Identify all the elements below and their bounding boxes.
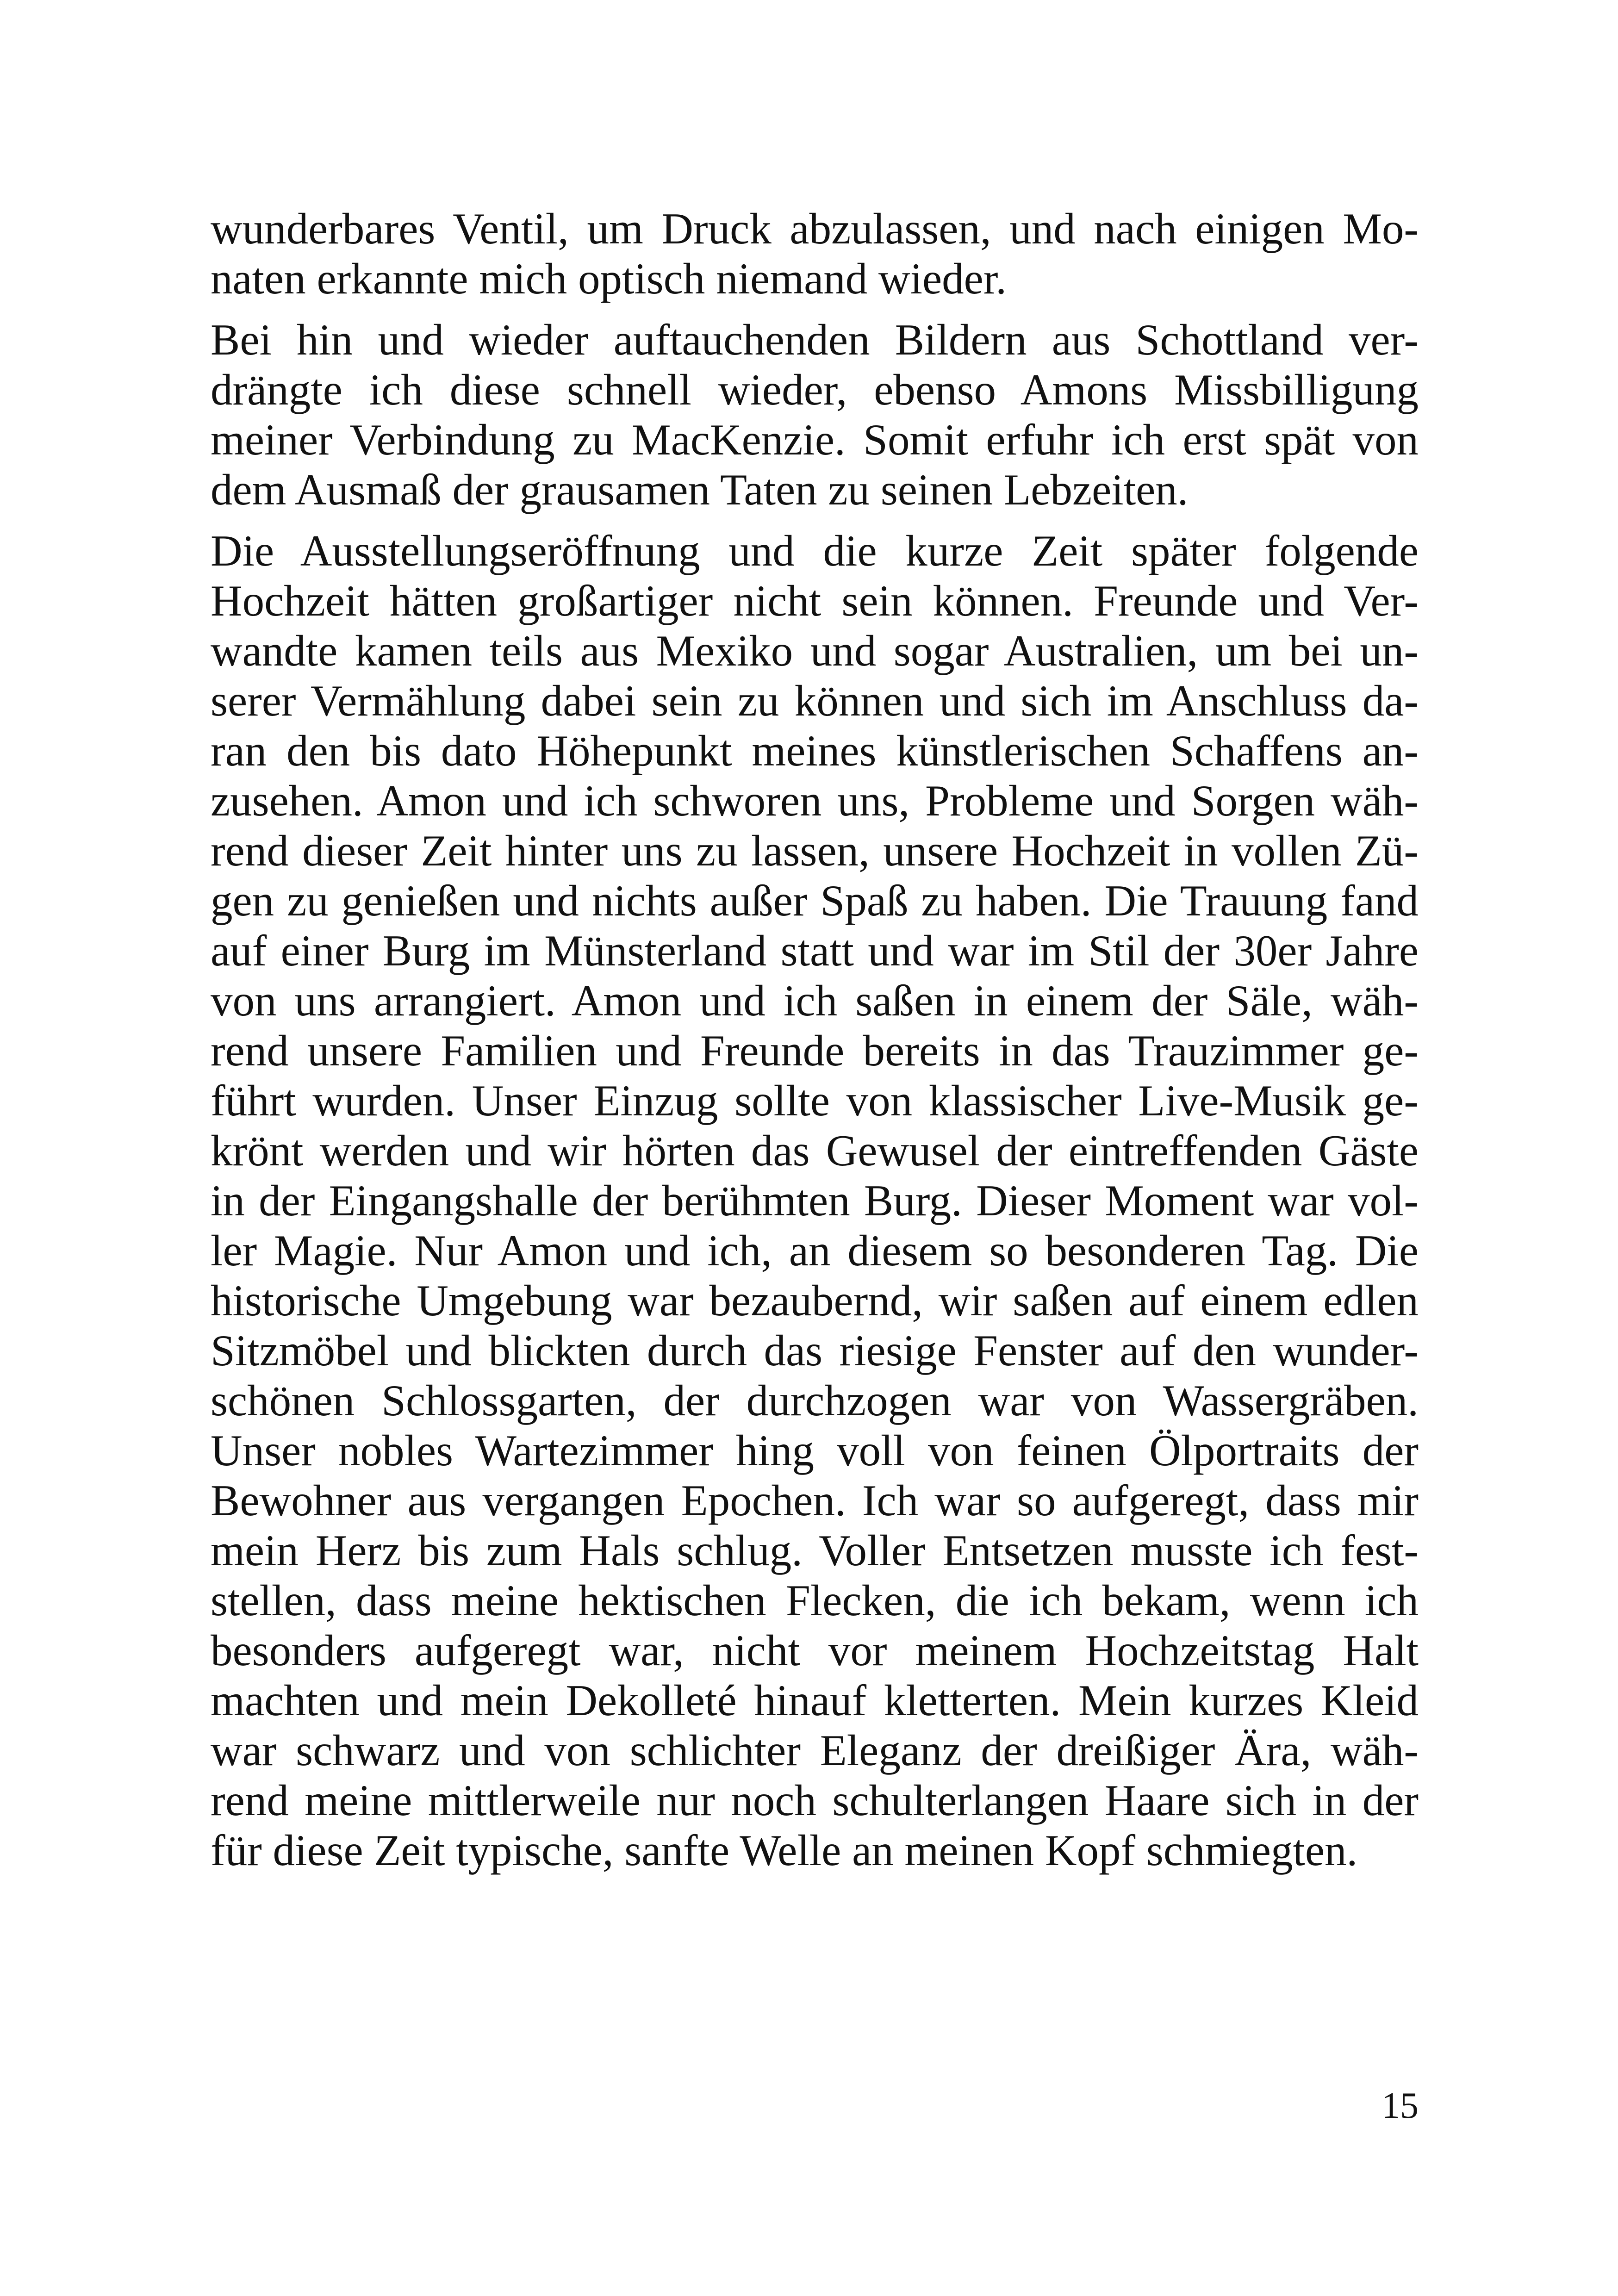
- text-line: auf einer Burg im Münsterland statt und war im Stil der 30er Jahre: [211, 926, 1419, 975]
- text-line: meiner Verbindung zu MacKenzie. Somit erfuhr ich erst spät von: [211, 415, 1419, 464]
- text-line: serer Vermählung dabei sein zu können und sich im Anschluss da-: [211, 676, 1419, 725]
- text-line: in der Eingangshalle der berühmten Burg. Dieser Moment war vol-: [211, 1176, 1419, 1225]
- text-line: von uns arrangiert. Amon und ich saßen in einem der Säle, wäh-: [211, 976, 1419, 1025]
- text-line: Bewohner aus vergangen Epochen. Ich war so aufgeregt, dass mir: [211, 1476, 1419, 1525]
- text-line: naten erkannte mich optisch niemand wieder.: [211, 254, 1007, 303]
- paragraph-2: [211, 315, 1419, 515]
- text-line: war schwarz und von schlichter Eleganz der dreißiger Ära, wäh-: [211, 1726, 1419, 1775]
- text-line: wandte kamen teils aus Mexiko und sogar Australien, um bei un-: [211, 626, 1419, 675]
- text-line: ran den bis dato Höhepunkt meines künstlerischen Schaffens an-: [211, 726, 1419, 775]
- page-number: 15: [1382, 2085, 1419, 2126]
- paragraph-3: [211, 526, 1419, 1875]
- paragraph-1: [211, 204, 1419, 304]
- text-line: mein Herz bis zum Hals schlug. Voller Entsetzen musste ich fest-: [211, 1526, 1419, 1575]
- text-line: rend meine mittlerweile nur noch schulterlangen Haare sich in der: [211, 1776, 1419, 1825]
- text-line: zusehen. Amon und ich schworen uns, Probleme und Sorgen wäh-: [211, 776, 1419, 825]
- text-line: stellen, dass meine hektischen Flecken, die ich bekam, wenn ich: [211, 1576, 1419, 1625]
- text-line: dem Ausmaß der grausamen Taten zu seinen Lebzeiten.: [211, 465, 1189, 514]
- text-line: wunderbares Ventil, um Druck abzulassen, und nach einigen Mo-: [211, 204, 1419, 253]
- text-line: Sitzmöbel und blickten durch das riesige Fenster auf den wunder-: [211, 1326, 1419, 1375]
- text-line: schönen Schlossgarten, der durchzogen war von Wassergräben.: [211, 1376, 1419, 1425]
- text-line: machten und mein Dekolleté hinauf kletterten. Mein kurzes Kleid: [211, 1676, 1419, 1725]
- text-line: ler Magie. Nur Amon und ich, an diesem so besonderen Tag. Die: [211, 1226, 1419, 1275]
- text-line: Die Ausstellungseröffnung und die kurze Zeit später folgende: [211, 526, 1419, 575]
- text-line: historische Umgebung war bezaubernd, wir saßen auf einem edlen: [211, 1276, 1419, 1325]
- text-line: Unser nobles Wartezimmer hing voll von feinen Ölportraits der: [211, 1426, 1419, 1475]
- text-line: Bei hin und wieder auftauchenden Bildern aus Schottland ver-: [211, 315, 1419, 364]
- text-line: gen zu genießen und nichts außer Spaß zu haben. Die Trauung fand: [211, 876, 1419, 925]
- text-line: Hochzeit hätten großartiger nicht sein können. Freunde und Ver-: [211, 576, 1419, 625]
- text-line: rend unsere Familien und Freunde bereits in das Trauzimmer ge-: [211, 1026, 1419, 1075]
- body-text: [211, 204, 1419, 1875]
- text-line: für diese Zeit typische, sanfte Welle an meinen Kopf schmiegten.: [211, 1826, 1358, 1875]
- text-line: besonders aufgeregt war, nicht vor meinem Hochzeitstag Halt: [211, 1626, 1419, 1675]
- text-line: krönt werden und wir hörten das Gewusel der eintreffenden Gäste: [211, 1126, 1419, 1175]
- text-line: drängte ich diese schnell wieder, ebenso Amons Missbilligung: [211, 365, 1419, 414]
- text-line: führt wurden. Unser Einzug sollte von klassischer Live-Musik ge-: [211, 1076, 1419, 1125]
- text-line: rend dieser Zeit hinter uns zu lassen, unsere Hochzeit in vollen Zü-: [211, 826, 1419, 875]
